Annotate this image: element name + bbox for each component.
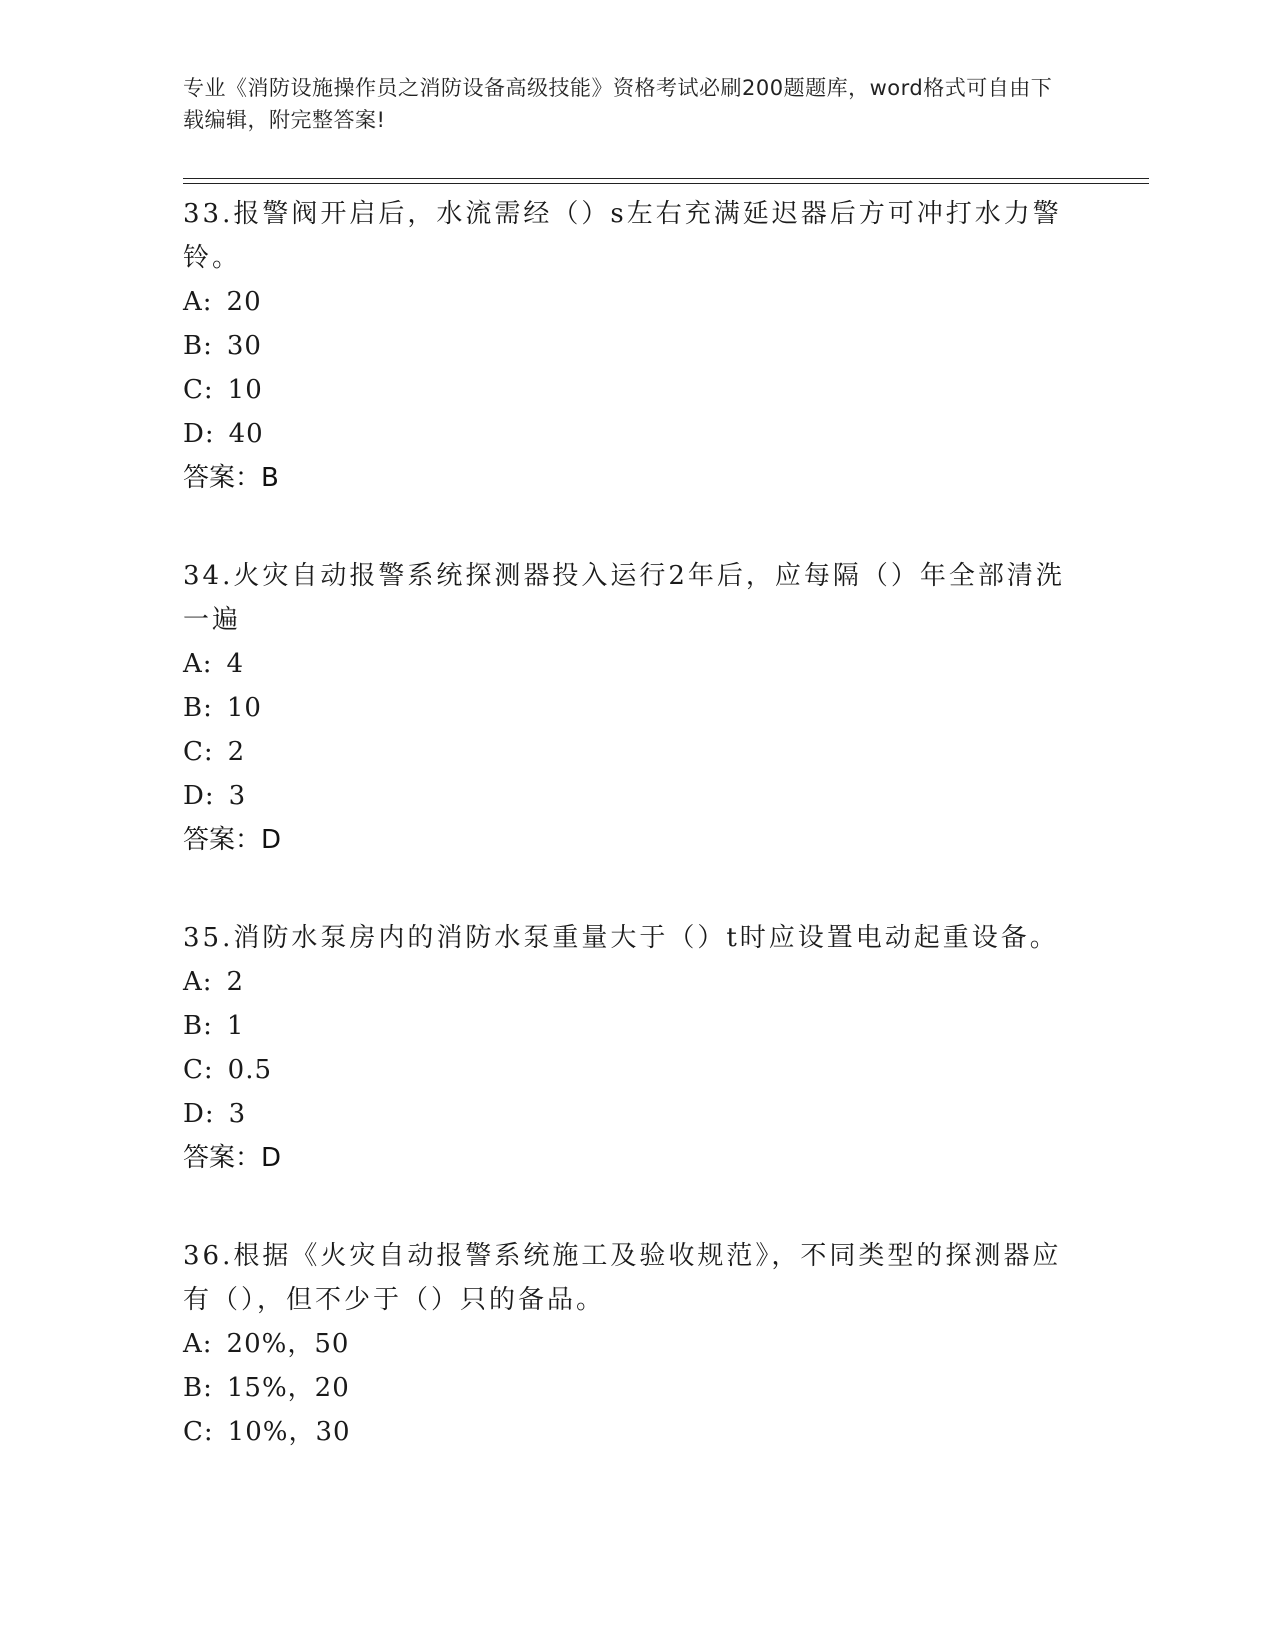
option-key: A: [183, 649, 213, 679]
option-value: 40 [228, 419, 264, 449]
option-a [183, 960, 1083, 1004]
option-a [183, 1322, 1083, 1366]
option-a [183, 642, 1083, 686]
option-value: 0.5 [227, 1055, 273, 1085]
option-a [183, 280, 1083, 324]
question-spacer [183, 862, 1083, 912]
question-35 [183, 912, 1083, 1180]
option-value: 10%，30 [227, 1417, 351, 1447]
option-b [183, 1366, 1083, 1410]
option-value: 20 [226, 287, 262, 317]
option-value: 15%，20 [226, 1373, 350, 1403]
option-d [183, 412, 1083, 456]
option-b [183, 686, 1083, 730]
question-33 [183, 188, 1083, 500]
option-key: C: [183, 737, 214, 767]
question-spacer [183, 500, 1083, 550]
option-value: 2 [227, 737, 246, 767]
question-stem: 35.消防水泵房内的消防水泵重量大于（）t时应设置电动起重设备。 [183, 923, 1059, 953]
answer-text: 答案：D [183, 1143, 282, 1173]
option-key: A: [183, 967, 213, 997]
option-value: 20%，50 [226, 1329, 350, 1359]
option-value: 2 [226, 967, 245, 997]
option-c [183, 1048, 1083, 1092]
option-key: D: [183, 781, 215, 811]
option-key: B: [183, 693, 213, 723]
option-value: 10 [226, 693, 262, 723]
option-key: A: [183, 287, 213, 317]
question-spacer [183, 1180, 1083, 1230]
option-key: B: [183, 331, 213, 361]
option-value: 10 [227, 375, 263, 405]
answer-text: 答案：B [183, 463, 279, 493]
option-d [183, 1092, 1083, 1136]
question-stem: 33.报警阀开启后，水流需经（）s左右充满延迟器后方可冲打水力警铃。 [183, 199, 1062, 273]
option-c [183, 368, 1083, 412]
option-key: A: [183, 1329, 213, 1359]
option-value: 3 [228, 781, 247, 811]
option-c [183, 1410, 1083, 1454]
option-value: 1 [226, 1011, 245, 1041]
option-value: 3 [228, 1099, 247, 1129]
option-value: 30 [226, 331, 262, 361]
option-key: D: [183, 1099, 215, 1129]
answer-text: 答案：D [183, 825, 282, 855]
question-stem: 34.火灾自动报警系统探测器投入运行2年后，应每隔（）年全部清洗一遍 [183, 561, 1065, 635]
option-b [183, 324, 1083, 368]
option-key: C: [183, 375, 214, 405]
question-36 [183, 1230, 1083, 1454]
question-stem: 36.根据《火灾自动报警系统施工及验收规范》，不同类型的探测器应有（），但不少于（）只的备品。 [183, 1241, 1062, 1315]
option-c [183, 730, 1083, 774]
option-key: B: [183, 1011, 213, 1041]
option-key: C: [183, 1055, 214, 1085]
option-key: B: [183, 1373, 213, 1403]
header-divider-bottom [183, 183, 1149, 184]
header-divider-top [183, 178, 1149, 179]
option-key: C: [183, 1417, 214, 1447]
option-d [183, 774, 1083, 818]
question-34 [183, 550, 1083, 862]
document-header: 专业《消防设施操作员之消防设备高级技能》资格考试必刷200题题库，word格式可自由下载编辑，附完整答案! [183, 76, 1053, 132]
question-list [183, 188, 1083, 1454]
option-value: 4 [226, 649, 245, 679]
option-key: D: [183, 419, 215, 449]
option-b [183, 1004, 1083, 1048]
